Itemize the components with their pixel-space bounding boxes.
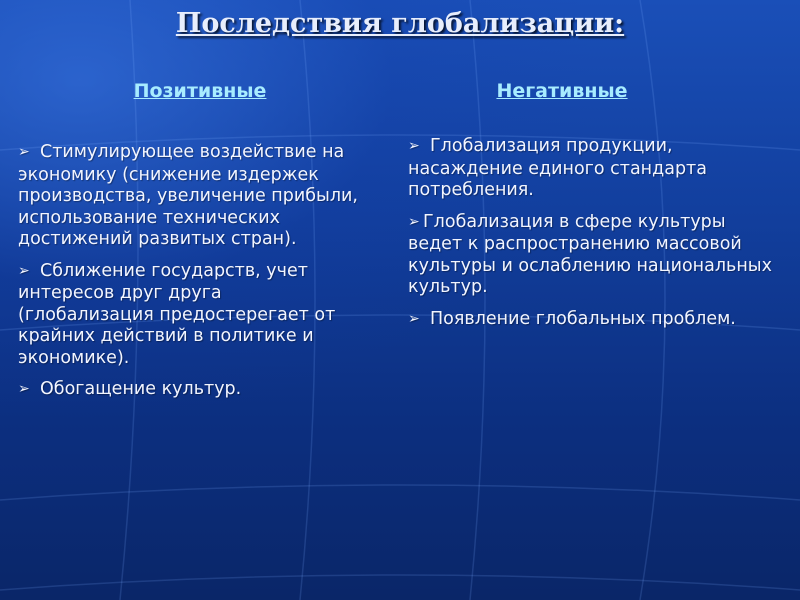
positive-column-header: Позитивные: [133, 80, 267, 102]
list-item-text: Сближение государств, учет интересов друг друга (глобализация предостерегает от крайних действий в политике и экономике).: [18, 260, 336, 368]
arrow-bullet-icon: ➢: [18, 381, 30, 397]
slide-title: Последствия глобализации:: [175, 8, 625, 39]
list-item-text: Глобализация продукции, насаждение единого стандарта потребления.: [408, 136, 707, 200]
arrow-bullet-icon: ➢: [18, 144, 30, 160]
arrow-bullet-icon: ➢: [408, 310, 420, 327]
list-item-text: Обогащение культур.: [40, 379, 242, 399]
list-item-text: Стимулирующее воздействие на экономику (снижение издержек производства, увеличение прибыли, использование технических достижений развитых стран).: [18, 142, 358, 249]
list-item: [408, 212, 778, 299]
list-item: [18, 142, 363, 251]
positive-list: [18, 142, 363, 412]
negative-list: [408, 136, 778, 341]
list-item-text: Появление глобальных проблем.: [430, 308, 736, 329]
list-item: [408, 136, 778, 202]
list-item: [18, 261, 363, 370]
list-item: [18, 379, 363, 402]
negative-column-header: Негативные: [496, 80, 628, 102]
list-item: [408, 309, 778, 332]
list-item-text: Глобализация в сфере культуры ведет к распространению массовой культуры и ослаблению национальных культур.: [408, 211, 772, 297]
arrow-bullet-icon: ➢: [408, 138, 420, 154]
arrow-bullet-icon: ➢: [408, 213, 420, 230]
arrow-bullet-icon: ➢: [18, 262, 30, 279]
